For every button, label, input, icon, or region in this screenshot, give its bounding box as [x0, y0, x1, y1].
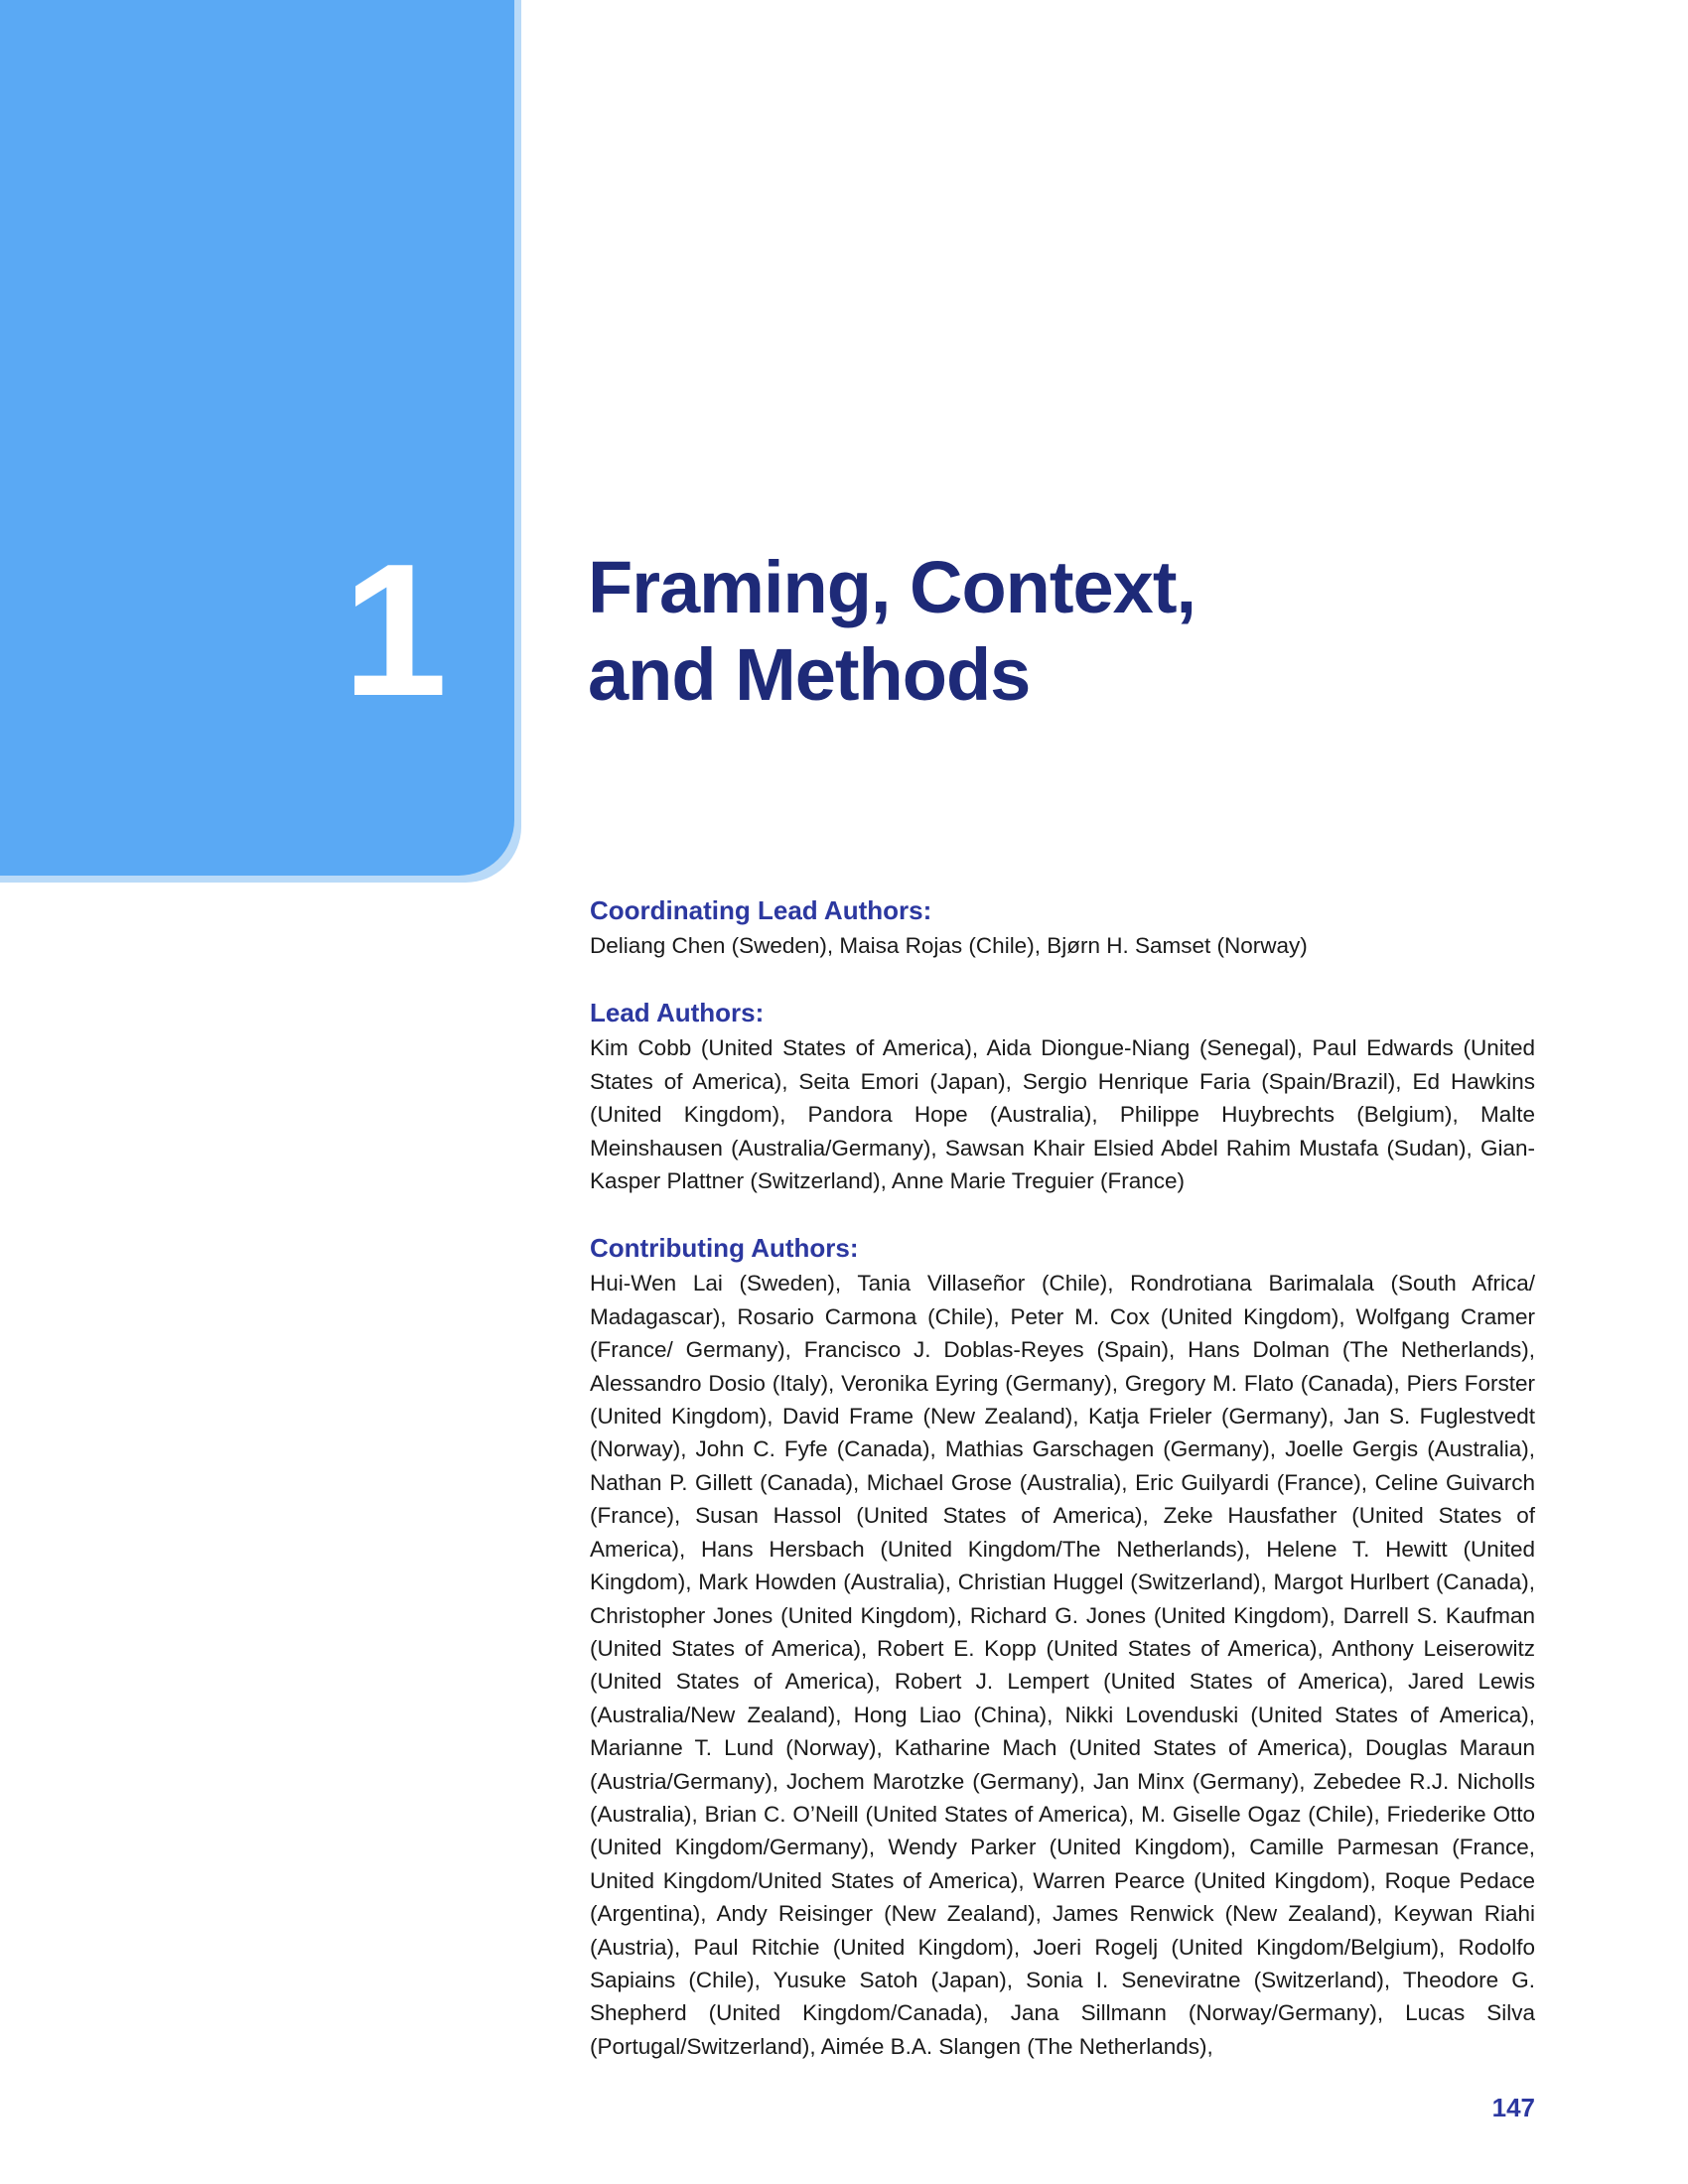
coordinating-lead-authors-list: Deliang Chen (Sweden), Maisa Rojas (Chile), Bjørn H. Samset (Norway): [590, 933, 1308, 958]
chapter-title: [588, 544, 1283, 719]
lead-authors-section: [590, 996, 1535, 1197]
chapter-title-line-1: Framing, Context,: [588, 546, 1196, 628]
chapter-title-line-2: and Methods: [588, 633, 1031, 716]
contributing-authors-section: [590, 1231, 1535, 2063]
coordinating-lead-authors-heading: Coordinating Lead Authors:: [590, 895, 932, 925]
contributing-authors-list: Hui-Wen Lai (Sweden), Tania Villaseñor (Chile), Rondrotiana Barimalala (South Africa/ Madagascar), Rosario Carmona (Chile), Peter M. Cox (United Kingdom), Wolfgang Cramer (France/ Germany), Francisco J. Doblas-Reyes (Spain), Hans Dolman (The Netherlands), Alessandro Dosio (Italy), Veronika Eyring (Germany), Gregory M. Flato (Canada), Piers Forster (United Kingdom), David Frame (New Zealand), Katja Frieler (Germany), Jan S. Fuglestvedt (Norway), John C. Fyfe (Canada), Mathias Garschagen (Germany), Joelle Gergis (Australia), Nathan P. Gillett (Canada), Michael Grose (Australia), Eric Guilyardi (France), Celine Guivarch (France), Susan Hassol (United States of America), Zeke Hausfather (United States of America), Hans Hersbach (United Kingdom/The Netherlands), Helene T. Hewitt (United Kingdom), Mark Howden (Australia), Christian Huggel (Switzerland), Margot Hurlbert (Canada), Christopher Jones (United Kingdom), Richard G. Jones (United Kingdom), Darrell S. Kaufman (United States of America), Robert E. Kopp (United States of America), Anthony Leiserowitz (United States of America), Robert J. Lempert (United States of America), Jared Lewis (Australia/New Zealand), Hong Liao (China), Nikki Lovenduski (United States of America), Marianne T. Lund (Norway), Katharine Mach (United States of America), Douglas Maraun (Austria/Germany), Jochem Marotzke (Germany), Jan Minx (Germany), Zebedee R.J. Nicholls (Australia), Brian C. O’Neill (United States of America), M. Giselle Ogaz (Chile), Friederike Otto (United Kingdom/Germany), Wendy Parker (United Kingdom), Camille Parmesan (France, United Kingdom/United States of America), Warren Pearce (United Kingdom), Roque Pedace (Argentina), Andy Reisinger (New Zealand), James Renwick (New Zealand), Keywan Riahi (Austria), Paul Ritchie (United Kingdom), Joeri Rogelj (United Kingdom/Belgium), Rodolfo Sapiains (Chile), Yusuke Satoh (Japan), Sonia I. Seneviratne (Switzerland), Theodore G. Shepherd (United Kingdom/Canada), Jana Sillmann (Norway/Germany), Lucas Silva (Portugal/Switzerland), Aimée B.A. Slangen (The Netherlands),: [590, 1271, 1535, 2059]
contributing-authors-heading: Contributing Authors:: [590, 1233, 859, 1264]
authors-block: [590, 893, 1535, 2097]
chapter-tab: [0, 0, 514, 876]
page-number: 147: [1491, 2093, 1535, 2122]
lead-authors-heading: Lead Authors:: [590, 998, 765, 1028]
chapter-number: 1: [343, 525, 448, 736]
coordinating-lead-authors-section: [590, 893, 1535, 962]
lead-authors-list: Kim Cobb (United States of America), Aida Diongue-Niang (Senegal), Paul Edwards (United States of America), Seita Emori (Japan), Sergio Henrique Faria (Spain/Brazil), Ed Hawkins (United Kingdom), Pandora Hope (Australia), Philippe Huybrechts (Belgium), Malte Meinshausen (Australia/Germany), Sawsan Khair Elsied Abdel Rahim Mustafa (Sudan), Gian-Kasper Plattner (Switzerland), Anne Marie Treguier (France): [590, 1035, 1535, 1194]
